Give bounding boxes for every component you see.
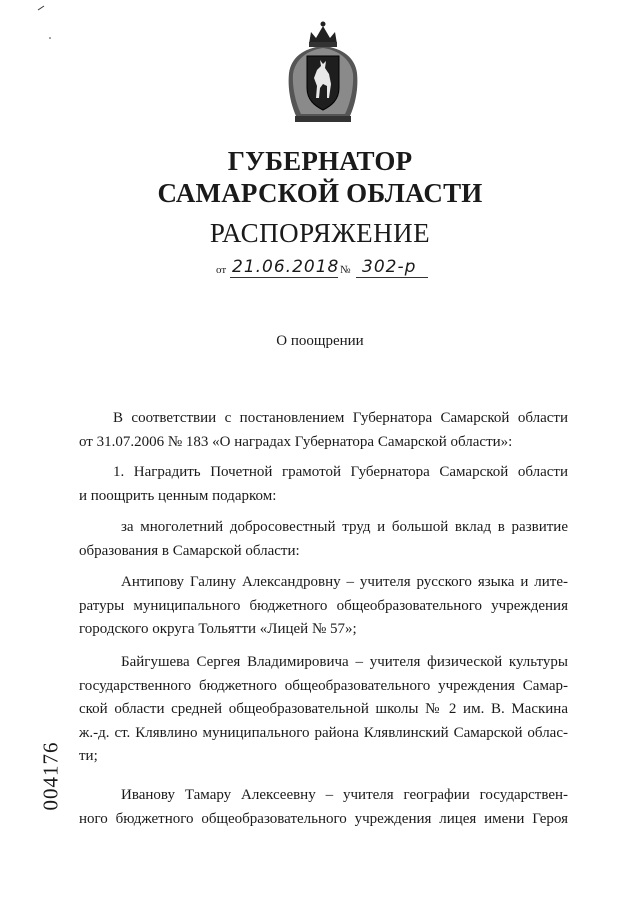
number-underline [356,277,428,278]
paragraph-item-1 [79,461,568,508]
text-line: и поощрить ценным подарком: [79,487,277,504]
samara-coat-of-arms-icon [283,18,363,126]
date-underline [230,277,338,278]
number-prefix: № [340,264,351,276]
date-value: 21.06.2018 [232,257,340,277]
paragraph-awardee-2 [79,651,568,769]
text-line: за многолетний добросовестный труд и большой вклад в развитие [121,519,568,535]
text-line: ратуры муниципального бюджетного общеобразовательного учреждения [79,597,568,614]
title-region: САМАРСКОЙ ОБЛАСТИ [157,178,483,208]
text-line: 1. Наградить Почетной грамотой Губернатора Самарской области [113,464,568,480]
text-line: Иванову Тамару Алексеевну – учителя географии государствен- [121,787,568,803]
subject-line: О поощрении [276,333,364,349]
paragraph-reason [79,516,568,563]
text-line: Байгушева Сергея Владимировича – учителя физической культуры [121,654,568,670]
number-value: 302-р [362,257,417,277]
text-line: ного бюджетного общеобразовательного учреждения лицея имени Героя [79,810,568,827]
paragraph-awardee-3 [79,784,568,831]
text-line: В соответствии с постановлением Губернатора Самарской области [113,410,568,426]
doc-type-title: РАСПОРЯЖЕНИЕ [209,218,431,248]
stamp-number-text: 004176 [38,741,63,811]
title-governor: ГУБЕРНАТОР [227,146,413,176]
text-line: ской области средней общеобразовательной школы № 2 им. В. Маскина [79,701,568,717]
registration-stamp-number [36,740,66,812]
date-prefix: от [216,264,227,276]
text-line: образования в Самарской области: [79,542,300,559]
text-line: Антипову Галину Александровну – учителя русского языка и лите- [121,574,568,590]
date-number-line [216,252,456,282]
text-line: ж.-д. ст. Клявлино муниципального района Клявлинский Самарской облас- [79,724,568,741]
text-line: государственного бюджетного общеобразовательного учреждения Самар- [79,677,568,694]
paragraph-preamble [79,407,568,454]
text-line: городского округа Тольятти «Лицей № 57»; [79,621,357,637]
text-line: ти; [79,748,98,764]
scan-marks [36,4,56,47]
text-line: от 31.07.2006 № 183 «О наградах Губернатора Самарской области»: [79,433,513,450]
paragraph-awardee-1 [79,571,568,642]
